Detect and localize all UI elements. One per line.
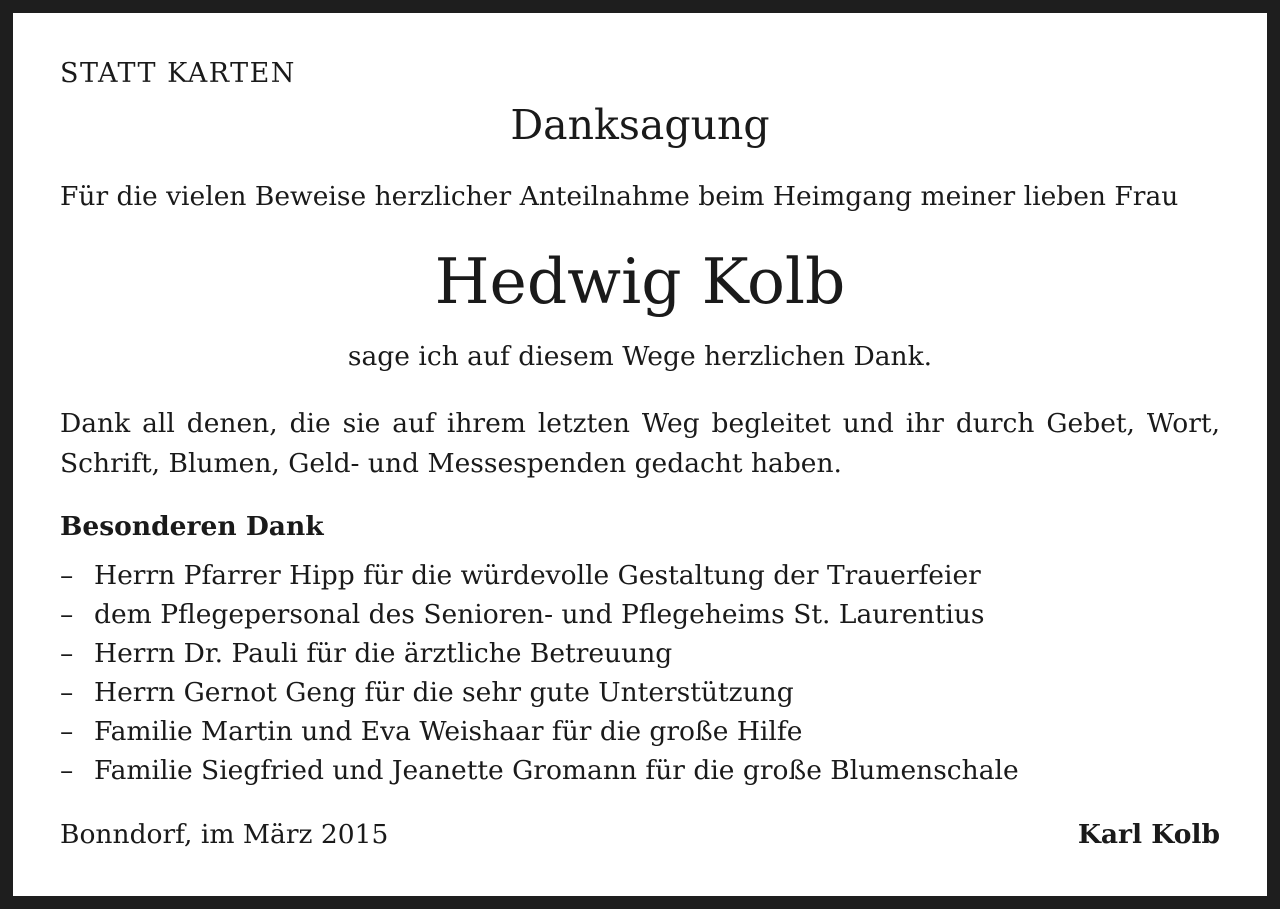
list-item [60, 556, 1019, 595]
intro-text: Für die vielen Beweise herzlicher Anteilnahme beim Heimgang meiner lieben Frau [60, 181, 1179, 212]
list-item-text: Herrn Dr. Pauli für die ärztliche Betreuung [94, 638, 673, 669]
dash-bullet: – [60, 677, 74, 708]
dash-bullet: – [60, 638, 74, 669]
list-item [60, 595, 1019, 634]
dash-bullet: – [60, 599, 74, 630]
header-statt-karten: STATT KARTEN [60, 58, 296, 89]
special-thanks-heading: Besonderen Dank [60, 511, 324, 542]
list-item-text: Herrn Gernot Geng für die sehr gute Unterstützung [94, 677, 794, 708]
notice-card [13, 13, 1267, 896]
thanks-line: sage ich auf diesem Wege herzlichen Dank. [347, 341, 933, 372]
dash-bullet: – [60, 560, 74, 591]
place-date: Bonndorf, im März 2015 [60, 819, 389, 850]
list-item-text: dem Pflegepersonal des Senioren- und Pflegeheims St. Laurentius [94, 599, 985, 630]
thanks-paragraph: Dank all denen, die sie auf ihrem letzten Weg begleitet und ihr durch Gebet, Wort, Schrift, Blumen, Geld- und Messespenden gedacht haben. [60, 408, 1220, 479]
deceased-name: Hedwig Kolb [434, 245, 846, 318]
list-item-text: Familie Martin und Eva Weishaar für die große Hilfe [94, 716, 803, 747]
list-item [60, 712, 1019, 751]
list-item [60, 751, 1019, 790]
notice-title: Danksagung [510, 101, 770, 149]
list-item [60, 673, 1019, 712]
list-item-text: Herrn Pfarrer Hipp für die würdevolle Gestaltung der Trauerfeier [94, 560, 981, 591]
special-thanks-list [60, 556, 1019, 790]
signature-name: Karl Kolb [1077, 819, 1220, 850]
list-item-text: Familie Siegfried und Jeanette Gromann für die große Blumenschale [94, 755, 1019, 786]
dash-bullet: – [60, 716, 74, 747]
dash-bullet: – [60, 755, 74, 786]
list-item [60, 634, 1019, 673]
